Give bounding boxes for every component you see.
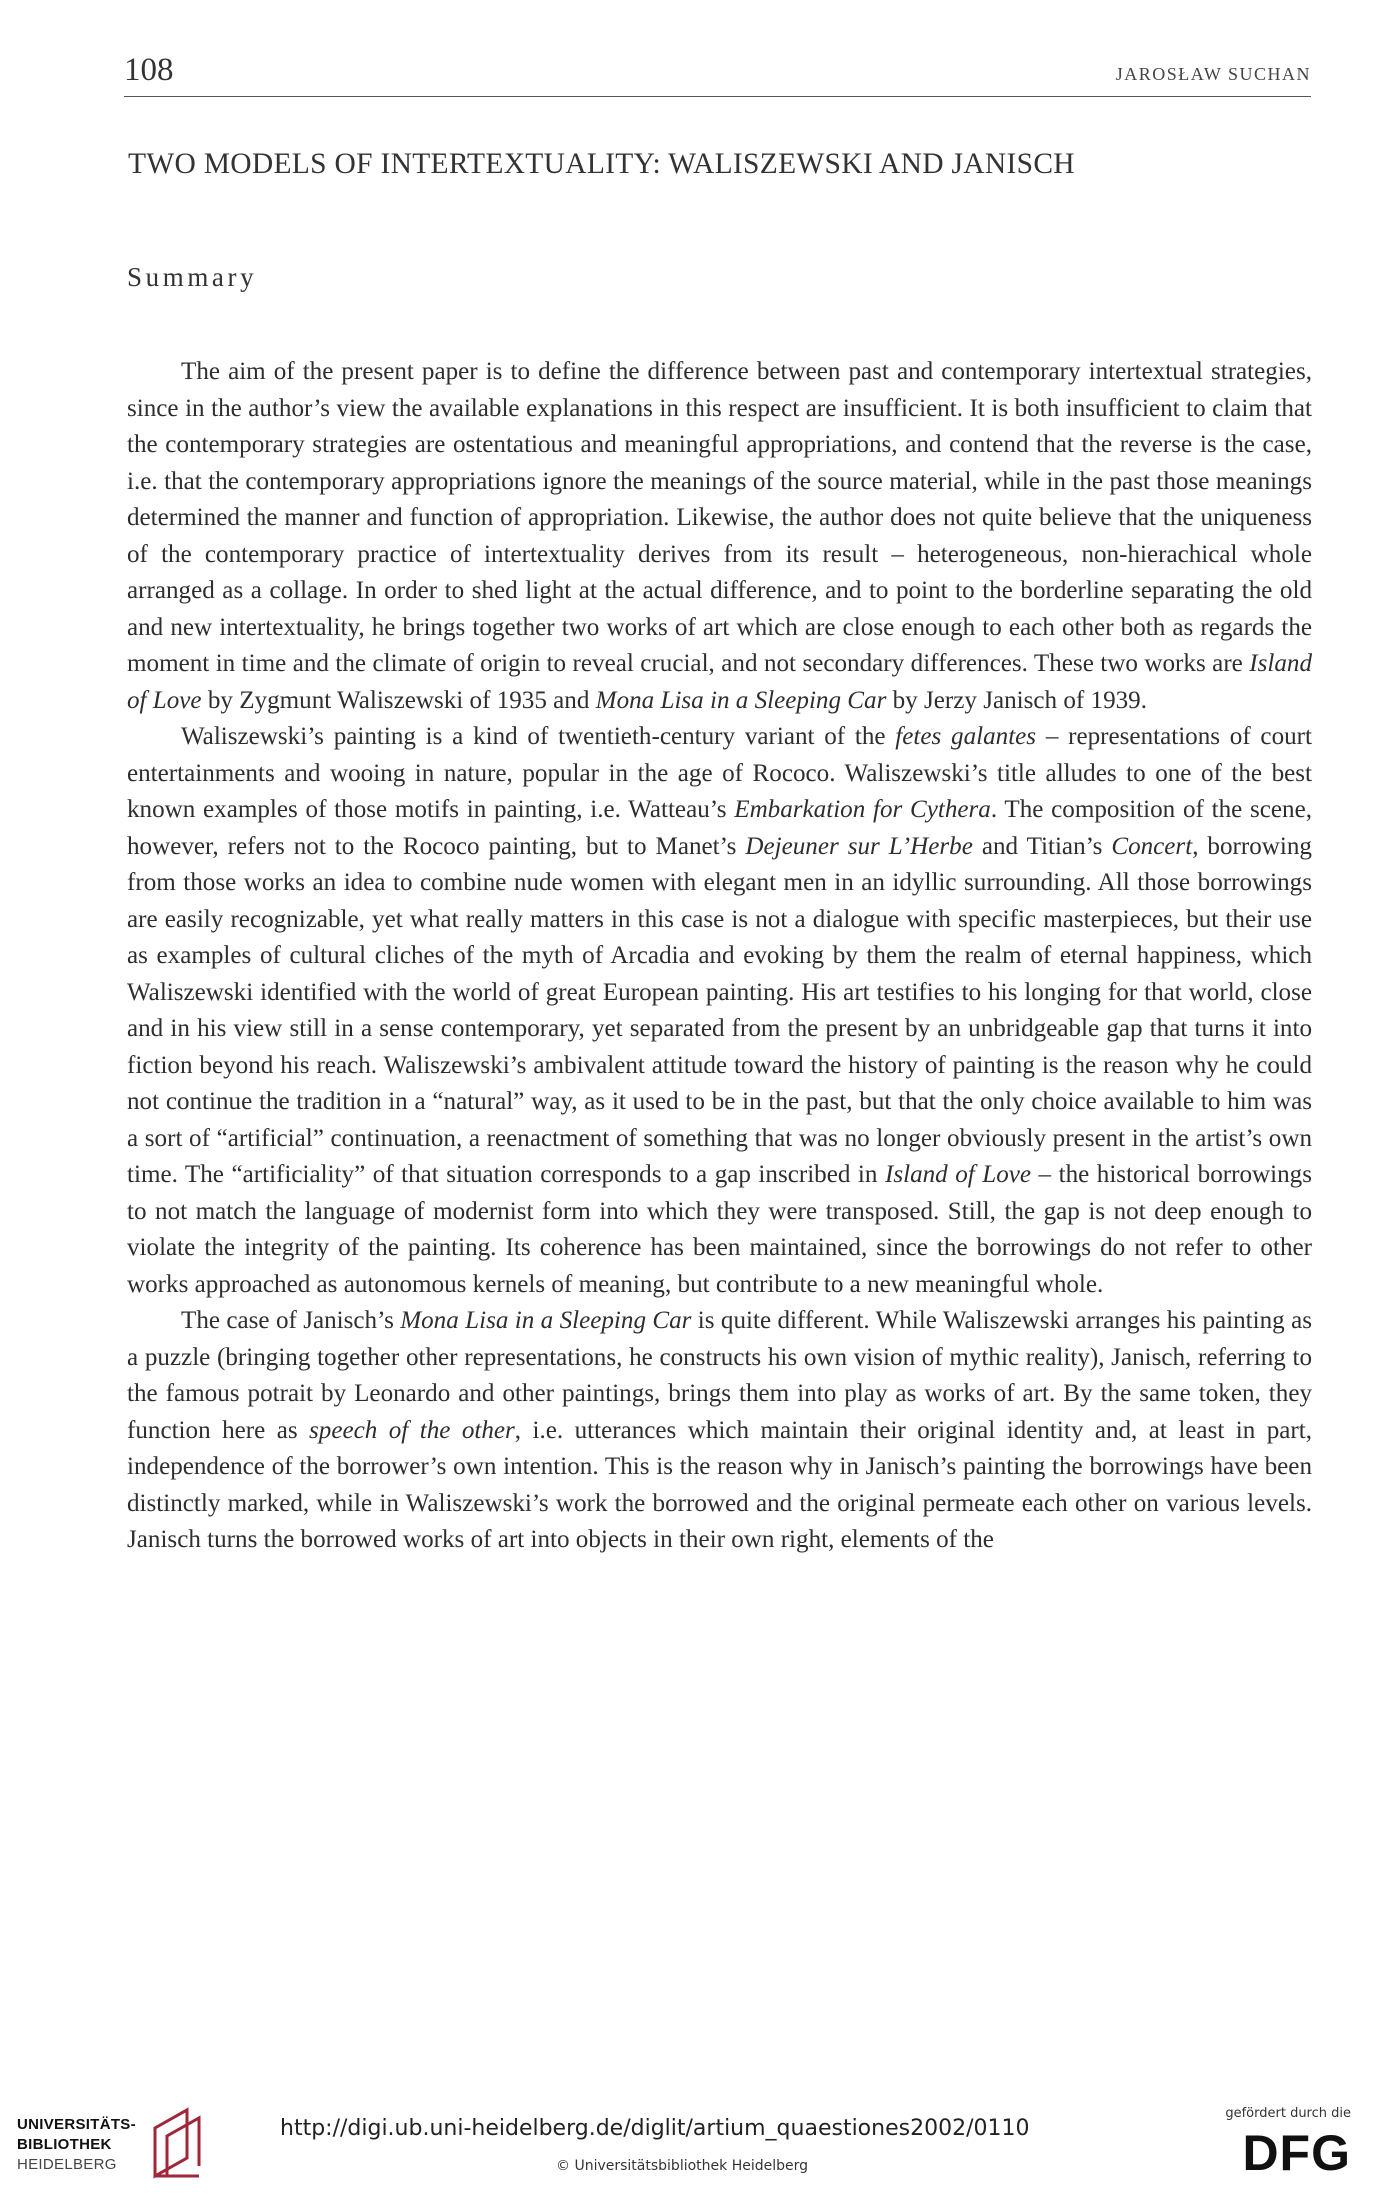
- copyright-notice: © Universitätsbibliothek Heidelberg: [556, 2158, 809, 2174]
- dfg-logo: [1221, 2106, 1351, 2186]
- library-name-line2: BIBLIOTHEK: [17, 2136, 112, 2153]
- page-header: [124, 52, 1311, 97]
- page-number: 108: [124, 52, 174, 88]
- text-run: The case of Janisch’s: [181, 1307, 401, 1334]
- work-title: Embarkation for Cythera: [734, 796, 991, 823]
- text-run: . The composition of the scene, however, refers not to the Rococo painting, but to Manet’s: [127, 796, 1312, 860]
- library-name-line1: UNIVERSITÄTS-: [17, 2116, 136, 2133]
- text-run: by Jerzy Janisch of 1939.: [886, 686, 1148, 714]
- text-run: – representations of court entertainments and wooing in nature, popular in the age of Rococo. Waliszewski’s title alludes to one of the best known examples of those motifs in painting, i.e. Watteau’s: [127, 723, 1312, 823]
- work-title: fetes galantes: [895, 723, 1037, 750]
- work-title: Concert: [1111, 832, 1193, 860]
- text-run: , borrowing from those works an idea to combine nude women with elegant men in an idyllic surrounding. All those borrowings are easily recognizable, yet what really matters in this case is not a dialogue with specific masterpieces, but their use as examples of cultural cliches of the myth of Arcadia and evoking by them the realm of eternal happiness, which Waliszewski identified with the world of great European painting. His art testifies to his longing for that world, close and in his view still in a sense contemporary, yet separated from the present by an unbridgeable gap that turns it into fiction beyond his reach. Waliszewski’s ambivalent attitude toward the history of painting is the reason why he could not continue the tradition in a “natural” way, as it used to be in the past, but that the only choice available to him was a sort of “artificial” continuation, a reenactment of something that was no longer obviously present in the artist’s own time. The “artificiality” of that situation corresponds to a gap inscribed in: [127, 832, 1312, 1188]
- summary-body: [127, 354, 1312, 1559]
- paragraph-3: [127, 1303, 1312, 1559]
- library-name-line3: HEIDELBERG: [17, 2156, 117, 2173]
- library-logo: [17, 2098, 217, 2188]
- running-head-author: JAROSŁAW SUCHAN: [1115, 64, 1311, 84]
- text-run: The aim of the present paper is to define the difference between past and contemporary intertextual strategies, since in the author’s view the available explanations in this respect are insufficient. It is both insufficient to claim that the contemporary strategies are ostentatious and meaningful appropriations, and contend that the reverse is the case, i.e. that the contemporary appropriations ignore the meanings of the source material, while in the past those meanings determined the manner and function of appropriation. Likewise, the author does not quite believe that the uniqueness of the contemporary practice of intertextuality derives from its result – heterogeneous, non-hierachical whole arranged as a collage. In order to shed light at the actual difference, and to point to the borderline separating the old and new intertextuality, he brings together two works of art which are close enough to each other both as regards the moment in time and the climate of origin to reveal crucial, and not secondary differences. These two works are: [127, 358, 1312, 677]
- work-title: Mona Lisa in a Sleeping Car: [400, 1307, 692, 1334]
- work-title: Island of Love: [884, 1161, 1032, 1188]
- paragraph-2: [127, 719, 1312, 1303]
- text-run: – the historical borrowings to not match the language of modernist form into which they were transposed. Still, the gap is not deep enough to violate the integrity of the painting. Its coherence has been maintained, since the borrowings do not refer to other works approached as autonomous kernels of meaning, but contribute to a new meaningful whole.: [127, 1161, 1312, 1298]
- paragraph-1: [127, 354, 1312, 719]
- section-heading: Summary: [127, 262, 258, 292]
- emphasis: speech of the other: [309, 1416, 515, 1444]
- text-run: Waliszewski’s painting is a kind of twentieth-century variant of the: [181, 723, 896, 750]
- article-title: TWO MODELS OF INTERTEXTUALITY: WALISZEWSKI AND JANISCH: [128, 148, 1075, 180]
- work-title: Island of Love: [127, 650, 1312, 714]
- text-run: , i.e. utterances which maintain their original identity and, at least in part, independence of the borrower’s own intention. This is the reason why in Janisch’s painting the borrowings have been distinctly marked, while in Waliszewski’s work the borrowed and the original permeate each other on various levels. Janisch turns the borrowed works of art into objects in their own right, elements of the: [127, 1416, 1312, 1553]
- digitization-footer: [0, 2086, 1379, 2196]
- funder-caption: gefördert durch die: [1225, 2106, 1351, 2121]
- text-run: is quite different. While Waliszewski arranges his painting as a puzzle (bringing together other representations, he constructs his own vision of mythic reality), Janisch, referring to the famous potrait by Leonardo and other paintings, brings them into play as works of art. By the same token, they function here as: [127, 1307, 1312, 1444]
- text-run: and Titian’s: [972, 832, 1112, 860]
- work-title: Mona Lisa in a Sleeping Car: [595, 686, 887, 714]
- permalink-link[interactable]: http://digi.ub.uni-heidelberg.de/diglit/artium_quaestiones2002/0110: [280, 2116, 1030, 2141]
- funder-mark: DFG: [1242, 2125, 1351, 2181]
- work-title: Dejeuner sur L’Herbe: [745, 832, 973, 860]
- library-emblem-icon: [147, 2106, 209, 2180]
- text-run: by Zygmunt Waliszewski of 1935 and: [201, 686, 596, 714]
